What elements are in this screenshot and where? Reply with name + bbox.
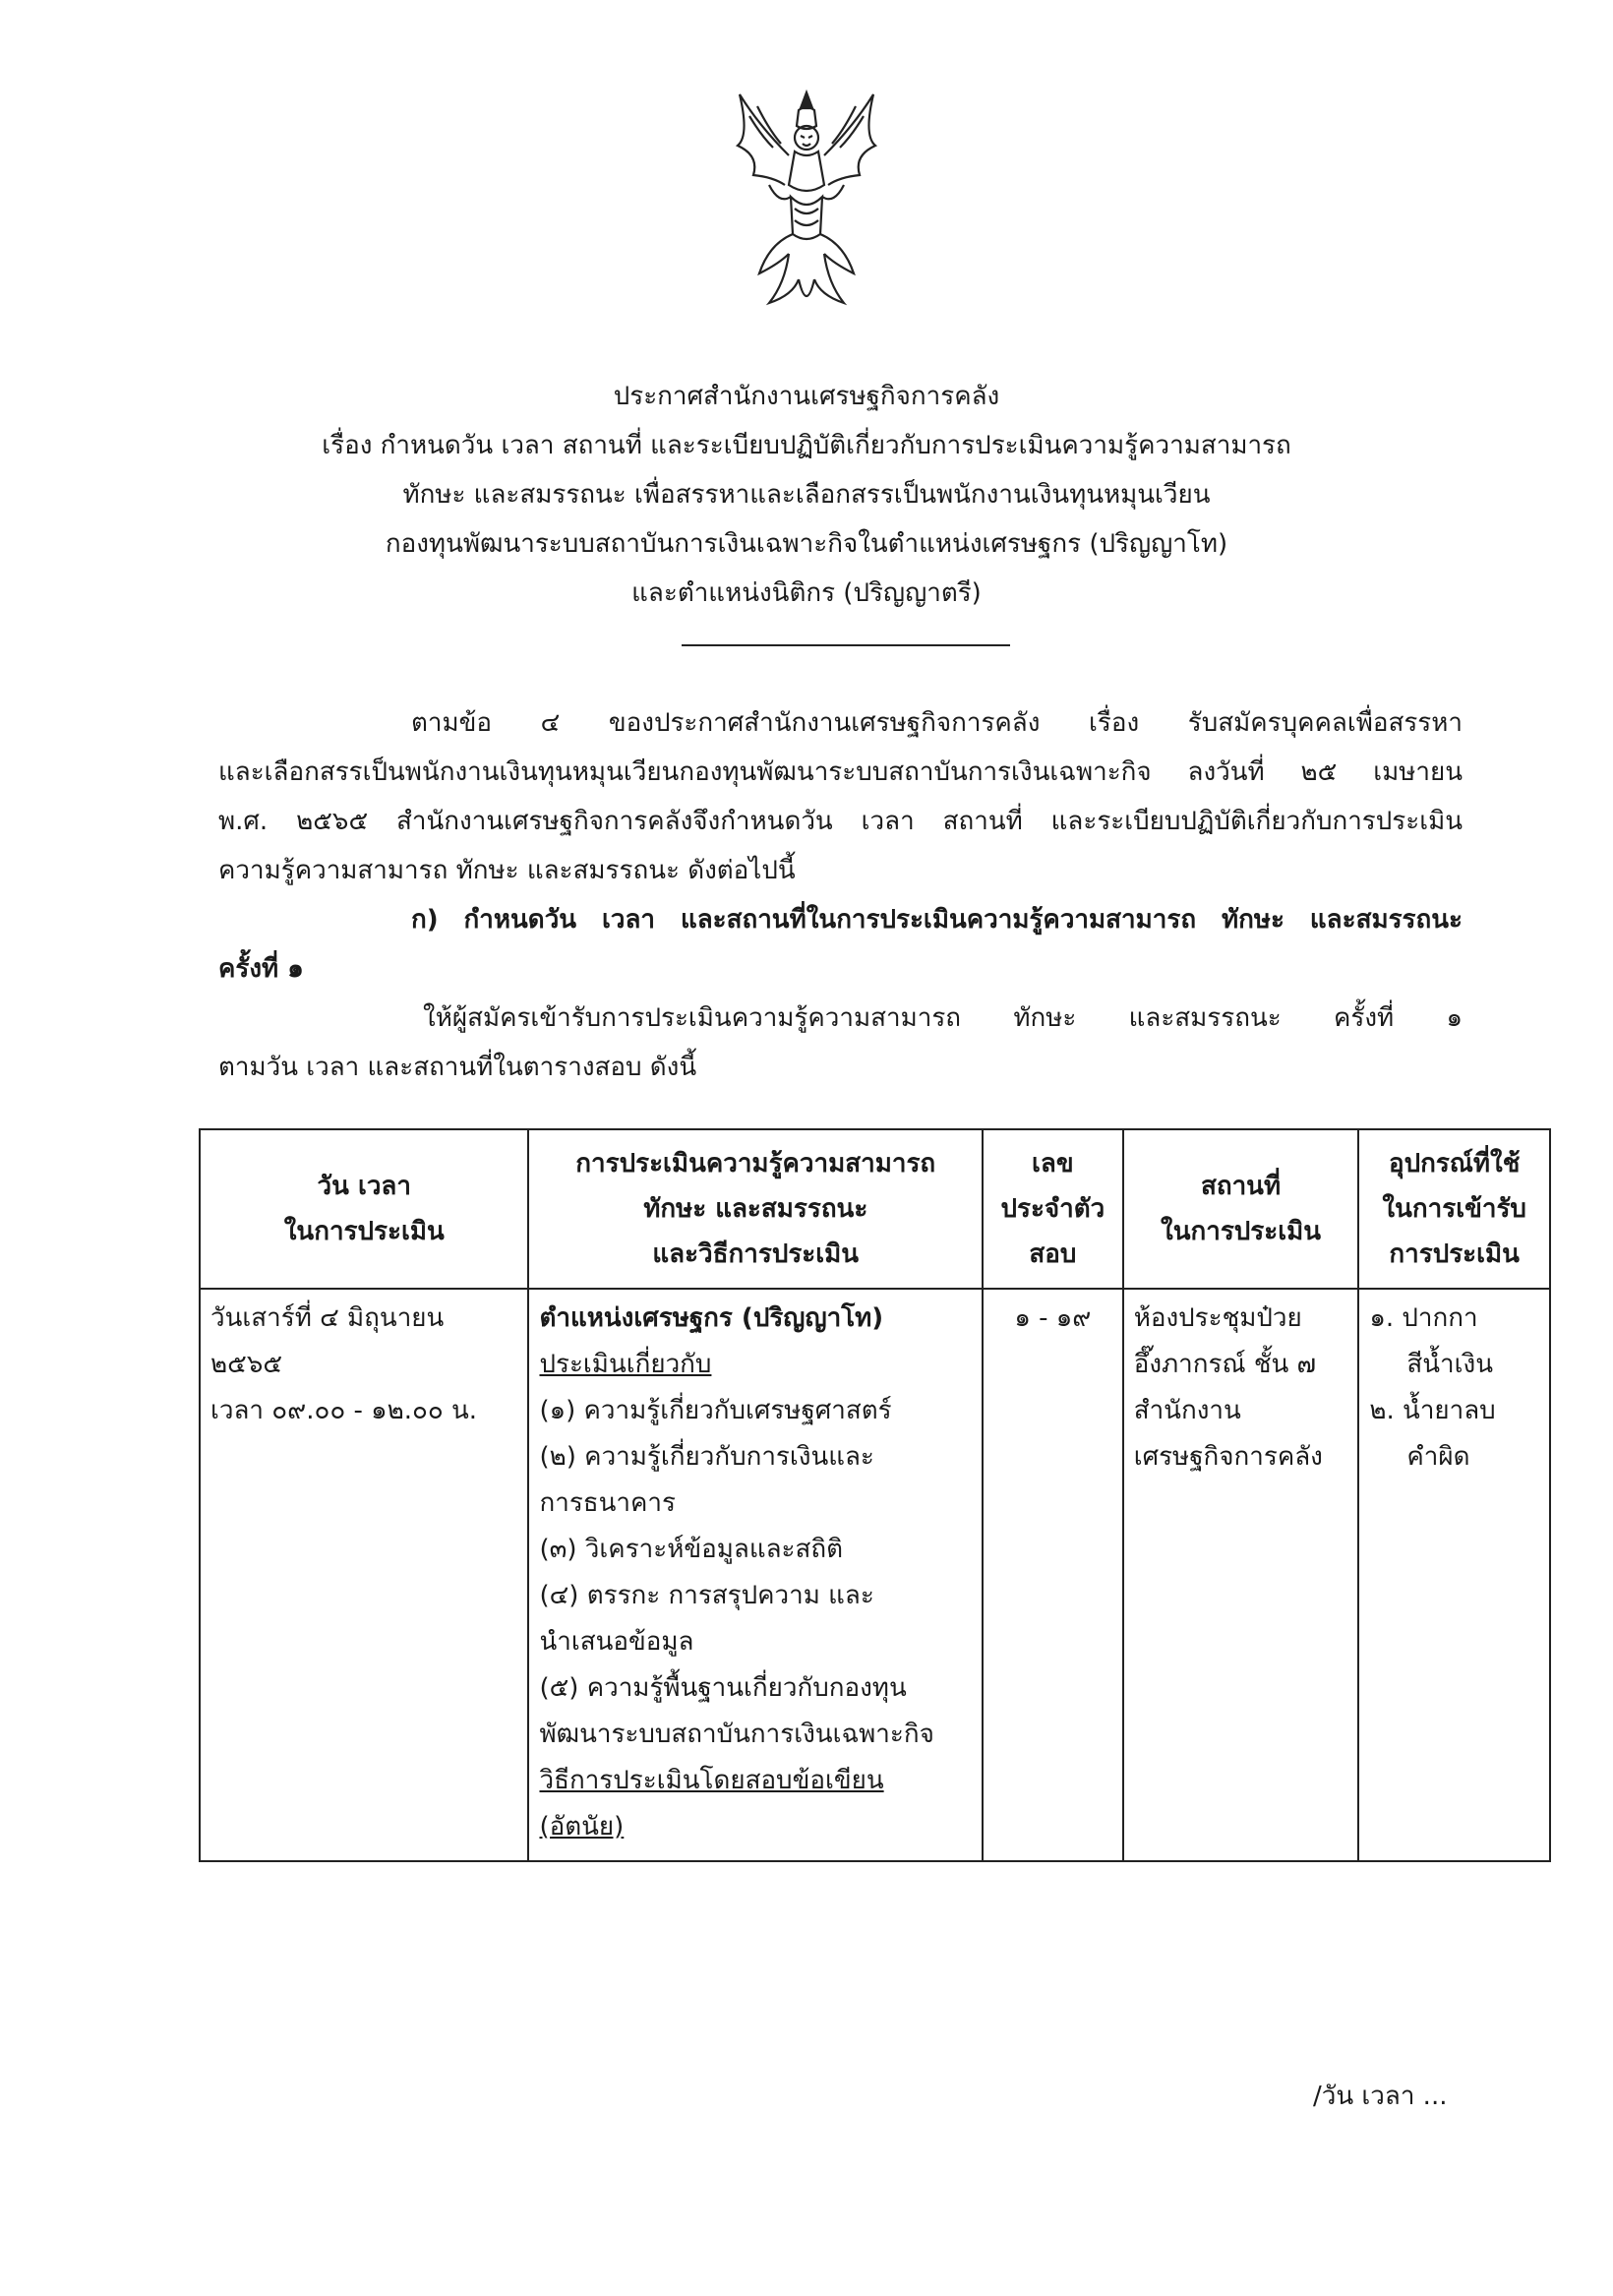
cell-exam-number: ๑ - ๑๙ xyxy=(983,1289,1123,1861)
intro-line: พ.ศ. ๒๕๖๕ สำนักงานเศรษฐกิจการคลังจึงกำหนดวัน เวลา สถานที่ และระเบียบปฏิบัติเกี่ยวกับการประเมิน xyxy=(218,807,1463,836)
topic-line: (๔) ตรรกะ การสรุปความ และ xyxy=(539,1581,874,1610)
cell-date: วันเสาร์ที่ ๔ มิถุนายน ๒๕๖๕ เวลา ๐๙.๐๐ - ๑๒.๐๐ น. xyxy=(200,1289,528,1861)
header-exam-number: เลข ประจำตัว สอบ xyxy=(983,1129,1123,1289)
topic-line: พัฒนาระบบสถาบันการเงินเฉพาะกิจ xyxy=(539,1720,934,1749)
header-line: และตำแหน่งนิติกร (ปริญญาตรี) xyxy=(631,578,982,608)
position-title: ตำแหน่งเศรษฐกร (ปริญญาโท) xyxy=(539,1303,884,1333)
section-a-heading: ก) กำหนดวัน เวลา และสถานที่ในการประเมินความรู้ความสามารถ ทักษะ และสมรรถนะ xyxy=(411,905,1463,935)
instruction-line: ให้ผู้สมัครเข้ารับการประเมินความรู้ความสามารถ ทักษะ และสมรรถนะ ครั้งที่ ๑ xyxy=(423,1003,1463,1033)
intro-line: ตามข้อ ๔ ของประกาศสำนักงานเศรษฐกิจการคลัง เรื่อง รับสมัครบุคคลเพื่อสรรหา xyxy=(411,708,1463,738)
intro-line: ความรู้ความสามารถ ทักษะ และสมรรถนะ ดังต่อไปนี้ xyxy=(218,856,796,885)
topic-line: การธนาคาร xyxy=(539,1488,676,1518)
header-equipment: อุปกรณ์ที่ใช้ ในการเข้ารับ การประเมิน xyxy=(1358,1129,1550,1289)
header-date-time: วัน เวลา ในการประเมิน xyxy=(200,1129,528,1289)
topic-line: นำเสนอข้อมูล xyxy=(539,1627,694,1657)
header-line: เรื่อง กำหนดวัน เวลา สถานที่ และระเบียบปฏิบัติเกี่ยวกับการประเมินความรู้ความสามารถ xyxy=(322,431,1291,460)
topic-line: (๑) ความรู้เกี่ยวกับเศรษฐศาสตร์ xyxy=(539,1396,892,1425)
topic-line: (๕) ความรู้พื้นฐานเกี่ยวกับกองทุน xyxy=(539,1673,907,1703)
announcement-header xyxy=(0,372,1613,618)
header-line: ประกาศสำนักงานเศรษฐกิจการคลัง xyxy=(613,382,1000,411)
topic-line: (๒) ความรู้เกี่ยวกับการเงินและ xyxy=(539,1442,874,1472)
cell-assessment xyxy=(528,1289,983,1861)
header-line: กองทุนพัฒนาระบบสถาบันการเงินเฉพาะกิจในตำแหน่งเศรษฐกร (ปริญญาโท) xyxy=(385,529,1228,559)
instruction-line: ตามวัน เวลา และสถานที่ในตารางสอบ ดังนี้ xyxy=(218,1053,697,1082)
table-header-row xyxy=(200,1129,1550,1289)
garuda-emblem-icon xyxy=(730,87,883,318)
header-place: สถานที่ ในการประเมิน xyxy=(1123,1129,1359,1289)
header-line: ทักษะ และสมรรถนะ เพื่อสรรหาและเลือกสรรเป็นพนักงานเงินทุนหมุนเวียน xyxy=(402,480,1211,510)
section-a-heading-cont: ครั้งที่ ๑ xyxy=(218,954,304,984)
cell-equipment: ๑. ปากกา สีน้ำเงิน ๒. น้ำยาลบ คำผิด xyxy=(1358,1289,1550,1861)
method-line: วิธีการประเมินโดยสอบข้อเขียน xyxy=(539,1766,884,1795)
intro-line: และเลือกสรรเป็นพนักงานเงินทุนหมุนเวียนกองทุนพัฒนาระบบสถาบันการเงินเฉพาะกิจ ลงวันที่ ๒๕ เมษายน xyxy=(218,757,1463,787)
cell-place: ห้องประชุมป๋วย อึ๊งภากรณ์ ชั้น ๗ สำนักงาน เศรษฐกิจการคลัง xyxy=(1123,1289,1359,1861)
table-row xyxy=(200,1289,1550,1861)
topic-line: (๓) วิเคราะห์ข้อมูลและสถิติ xyxy=(539,1535,843,1564)
page-continuation: /วัน เวลา ... xyxy=(1313,2082,1448,2111)
header-divider xyxy=(682,644,1010,646)
header-assessment: การประเมินความรู้ความสามารถ ทักษะ และสมรรถนะ และวิธีการประเมิน xyxy=(528,1129,983,1289)
intro-paragraph xyxy=(218,698,1463,1092)
exam-schedule-table xyxy=(199,1128,1551,1862)
assessment-subtitle: ประเมินเกี่ยวกับ xyxy=(539,1350,712,1379)
method-line: (อัตนัย) xyxy=(539,1812,625,1842)
